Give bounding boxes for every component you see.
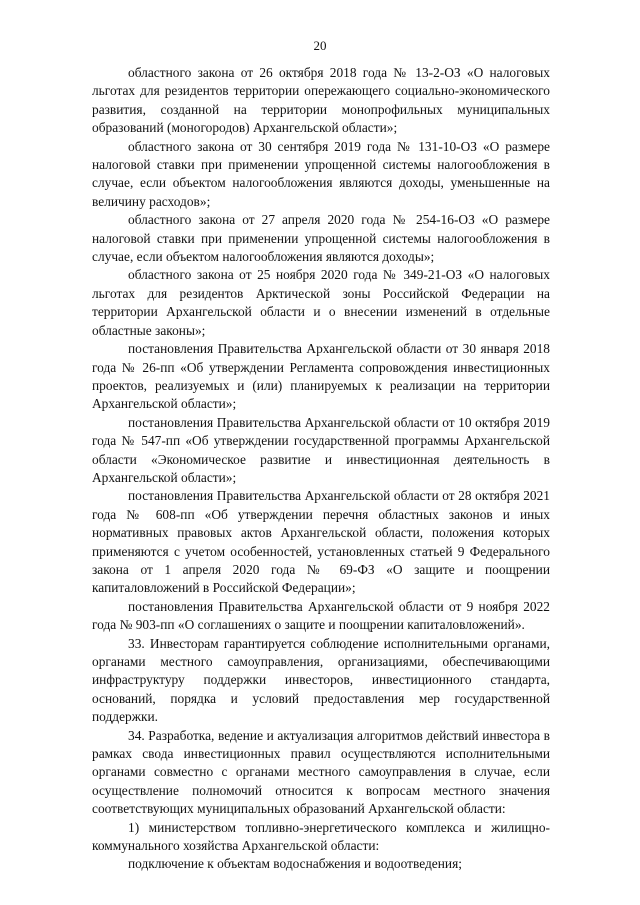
- paragraph-item-1: 1) министерством топливно-энергетического комплекса и жилищно-коммунального хозяйства Архангельской области:: [92, 819, 550, 854]
- paragraph-resolution-26-pp: постановления Правительства Архангельской области от 30 января 2018 года № 26-пп «Об утверждении Регламента сопровождения инвестиционных проектов, реализуемых и (или) планируемых к реализации на территории Архангельской области»;: [92, 341, 550, 412]
- paragraph-resolution-903-pp: постановления Правительства Архангельской области от 9 ноября 2022 года № 903-пп «О соглашениях о защите и поощрении капиталовложений».: [92, 598, 550, 633]
- paragraph-water-connection: подключение к объектам водоснабжения и водоотведения;: [128, 856, 462, 872]
- document-body: [92, 64, 550, 874]
- paragraph-resolution-547-pp: постановления Правительства Архангельской области от 10 октября 2019 года № 547-пп «Об утверждении государственной программы Архангельской области «Экономическое развитие и инвестиционная деятельность в Архангельской области»;: [92, 414, 550, 485]
- page-number: 20: [313, 38, 327, 53]
- paragraph-law-349-21-oz: областного закона от 25 ноября 2020 года № 349-21-ОЗ «О налоговых льготах для резидентов Арктической зоны Российской Федерации на территории Архангельской области и о внесении изменений в отдельные областные законы»;: [92, 267, 550, 338]
- paragraph-resolution-608-pp: постановления Правительства Архангельской области от 28 октября 2021 года № 608-пп «Об утверждении перечня областных законов и иных нормативных правовых актов Архангельской области, положения которых применяются с учетом особенностей, установленных статьей 9 Федерального закона от 1 апреля 2020 года № 69-ФЗ «О защите и поощрении капиталовложений в Российской Федерации»;: [92, 488, 550, 596]
- paragraph-law-131-10-oz: областного закона от 30 сентября 2019 года № 131-10-ОЗ «О размере налоговой ставки при применении упрощенной системы налогообложения в случае, если объектом налогообложения являются доходы, уменьшенные на величину расходов»;: [92, 138, 550, 209]
- paragraph-law-254-16-oz: областного закона от 27 апреля 2020 года № 254-16-ОЗ «О размере налоговой ставки при применении упрощенной системы налогообложения в случае, если объектом налогообложения являются доходы»;: [92, 212, 550, 265]
- paragraph-clause-33: 33. Инвесторам гарантируется соблюдение исполнительными органами, органами местного самоуправления, организациями, обеспечивающими инфраструктуру поддержки инвесторов, инвестиционного стандарта, оснований, порядка и условий предоставления мер государственной поддержки.: [92, 635, 550, 725]
- paragraph-law-13-2-oz: областного закона от 26 октября 2018 года № 13-2-ОЗ «О налоговых льготах для резидентов территории опережающего социально-экономического развития, созданной на территории монопрофильных муниципальных образований (моногородов) Архангельской области»;: [92, 65, 550, 136]
- paragraph-clause-34: 34. Разработка, ведение и актуализация алгоритмов действий инвестора в рамках свода инвестиционных правил осуществляются исполнительными органами совместно с органами местного самоуправления в случае, если осуществление полномочий относится к вопросам местного значения соответствующих муниципальных образований Архангельской области:: [92, 727, 550, 817]
